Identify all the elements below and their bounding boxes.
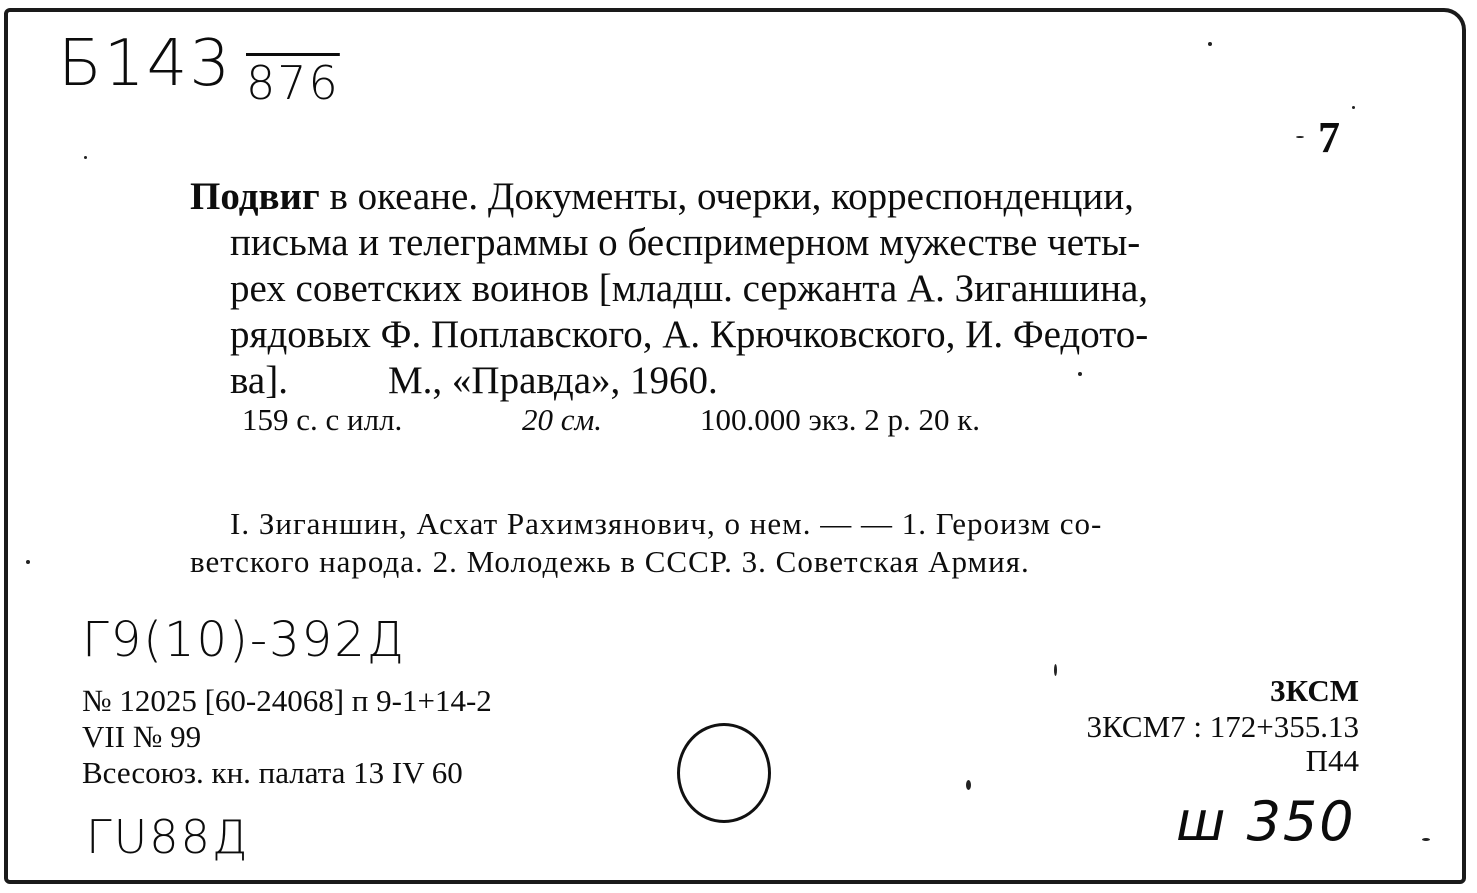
entry-line-2: письма и телеграммы о беспримерном мужестве четы- bbox=[230, 221, 1141, 264]
registry-line-1: № 12025 [60-24068] п 9-1+14-2 bbox=[82, 683, 492, 718]
tracing-line-1: I. Зиганшин, Асхат Рахимзянович, о нем. — — 1. Героизм со- bbox=[230, 506, 1103, 541]
speck bbox=[84, 156, 87, 159]
registry-line-2: VII № 99 bbox=[82, 719, 202, 754]
entry-line-5: ва]. bbox=[230, 359, 288, 402]
shelfmark-number: 876 bbox=[246, 56, 340, 110]
entry-line-4: рядовых Ф. Поплавского, А. Крючковского, И. Федото- bbox=[230, 313, 1149, 356]
speck bbox=[1352, 106, 1355, 109]
handwritten-bottom-left: ГU88Д bbox=[86, 810, 250, 864]
speck bbox=[26, 560, 30, 564]
classification-line-2: 3КСМ7 : 172+355.13 bbox=[1086, 709, 1359, 744]
speck bbox=[1296, 136, 1304, 138]
speck bbox=[1078, 372, 1082, 376]
entry-imprint: М., «Правда», 1960. bbox=[388, 359, 718, 402]
classification-line-1: 3КСМ bbox=[1270, 673, 1359, 708]
tracing-line-2: ветского народа. 2. Молодежь в СССР. 3. Советская Армия. bbox=[190, 544, 1030, 579]
handwritten-class-mark: Г9(10)-392Д bbox=[82, 612, 407, 668]
speck bbox=[1054, 664, 1057, 676]
handwritten-bottom-right: ш 350 bbox=[1176, 790, 1356, 853]
speck bbox=[1422, 838, 1430, 841]
registry-line-3: Всесоюз. кн. палата 13 IV 60 bbox=[82, 755, 463, 790]
entry-line-1 bbox=[190, 173, 1134, 221]
speck bbox=[1208, 42, 1212, 46]
stamp-circle bbox=[677, 723, 771, 823]
physical-copies-price: 100.000 экз. 2 р. 20 к. bbox=[700, 402, 981, 437]
classification-line-3: П44 bbox=[1305, 743, 1359, 778]
corner-number: 7 bbox=[1318, 113, 1340, 162]
physical-pages: 159 с. с илл. bbox=[242, 402, 403, 437]
shelfmark-code: Б143 bbox=[58, 27, 233, 101]
physical-size: 20 см. bbox=[522, 402, 603, 437]
entry-line-3: рех советских воинов [младш. сержанта А. Зиганшина, bbox=[230, 267, 1149, 310]
entry-title-rest: в океане. Документы, очерки, корреспонденции, bbox=[329, 175, 1134, 218]
speck bbox=[966, 780, 971, 790]
entry-title-lead: Подвиг bbox=[190, 175, 320, 218]
